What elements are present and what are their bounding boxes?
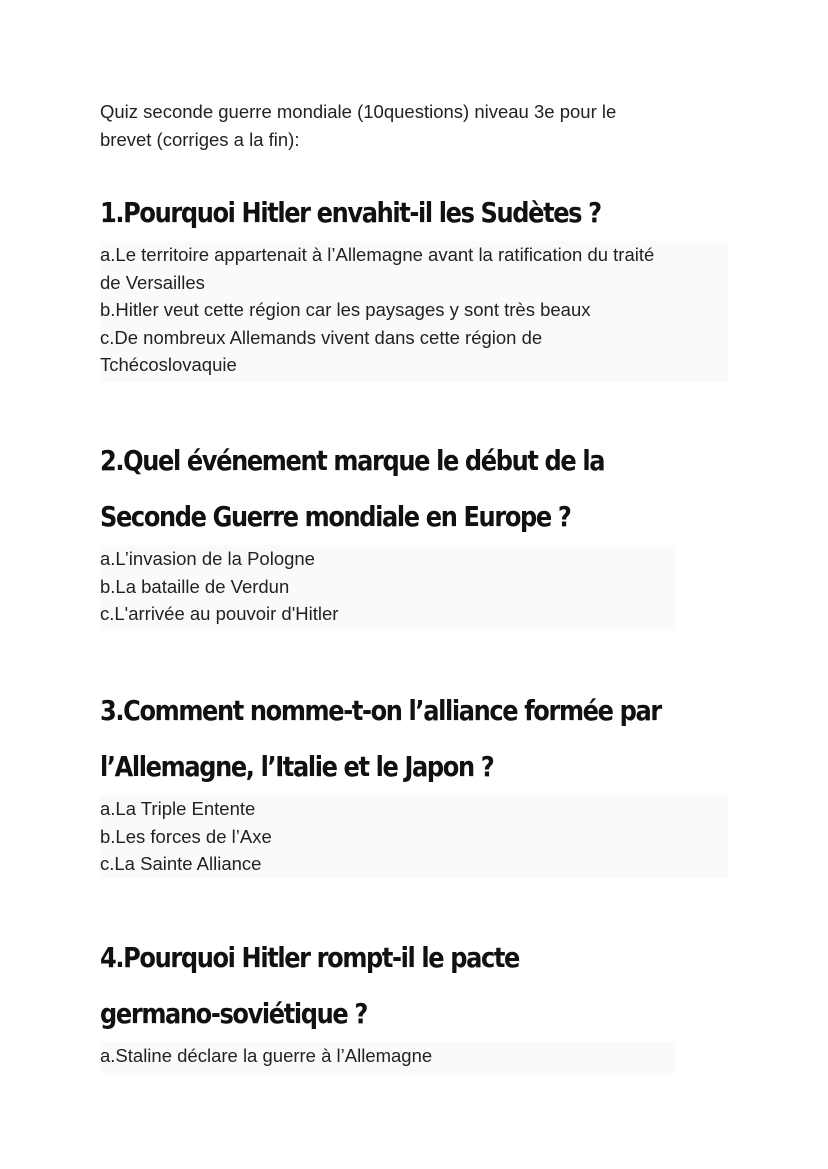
question-3 xyxy=(100,683,740,878)
intro-line: brevet (corriges a la fin): xyxy=(100,129,300,150)
answer-list xyxy=(100,241,728,382)
question-title xyxy=(100,433,736,545)
intro-line: Quiz seconde guerre mondiale (10questions) niveau 3e pour le xyxy=(100,101,617,122)
answer-list xyxy=(100,1042,676,1073)
question-title xyxy=(100,683,736,795)
answer-list xyxy=(100,795,728,878)
answer-line: b.Les forces de l’Axe xyxy=(100,825,272,847)
question-1 xyxy=(100,185,740,382)
quiz-intro xyxy=(100,98,740,154)
answer-line: c.De nombreux Allemands vivent dans cette région de xyxy=(100,326,543,348)
question-title-line: 1.Pourquoi Hitler envahit-il les Sudètes ? xyxy=(100,196,601,229)
answer-line: b.Hitler veut cette région car les paysages y sont très beaux xyxy=(100,299,591,320)
question-title-line: Seconde Guerre mondiale en Europe ? xyxy=(100,500,571,533)
question-2 xyxy=(100,433,740,631)
answer-line: a.Le territoire appartenait à l’Allemagne avant la ratification du traité xyxy=(100,244,655,265)
answer-line: a.La Triple Entente xyxy=(100,798,256,819)
answer-line: c.La Sainte Alliance xyxy=(100,853,262,874)
question-title-line: germano-soviétique ? xyxy=(100,997,367,1030)
question-title xyxy=(100,185,736,241)
document-page xyxy=(100,98,740,1073)
question-title xyxy=(100,930,736,1042)
question-title-line: l’Allemagne, l’Italie et le Japon ? xyxy=(100,750,494,783)
question-4 xyxy=(100,930,740,1073)
question-title-line: 3.Comment nomme-t-on l’alliance formée par xyxy=(100,694,661,727)
answer-line: c.L'arrivée au pouvoir d'Hitler xyxy=(100,603,339,624)
question-title-line: 2.Quel événement marque le début de la xyxy=(100,444,605,477)
answer-line: b.La bataille de Verdun xyxy=(100,575,290,597)
answer-line: Tchécoslovaquie xyxy=(100,354,237,375)
answer-line: a.L’invasion de la Pologne xyxy=(100,548,315,569)
answer-line: a.Staline déclare la guerre à l’Allemagne xyxy=(100,1045,433,1066)
answer-line: de Versailles xyxy=(100,271,205,293)
answer-list xyxy=(100,545,676,631)
question-title-line: 4.Pourquoi Hitler rompt-il le pacte xyxy=(100,941,519,974)
